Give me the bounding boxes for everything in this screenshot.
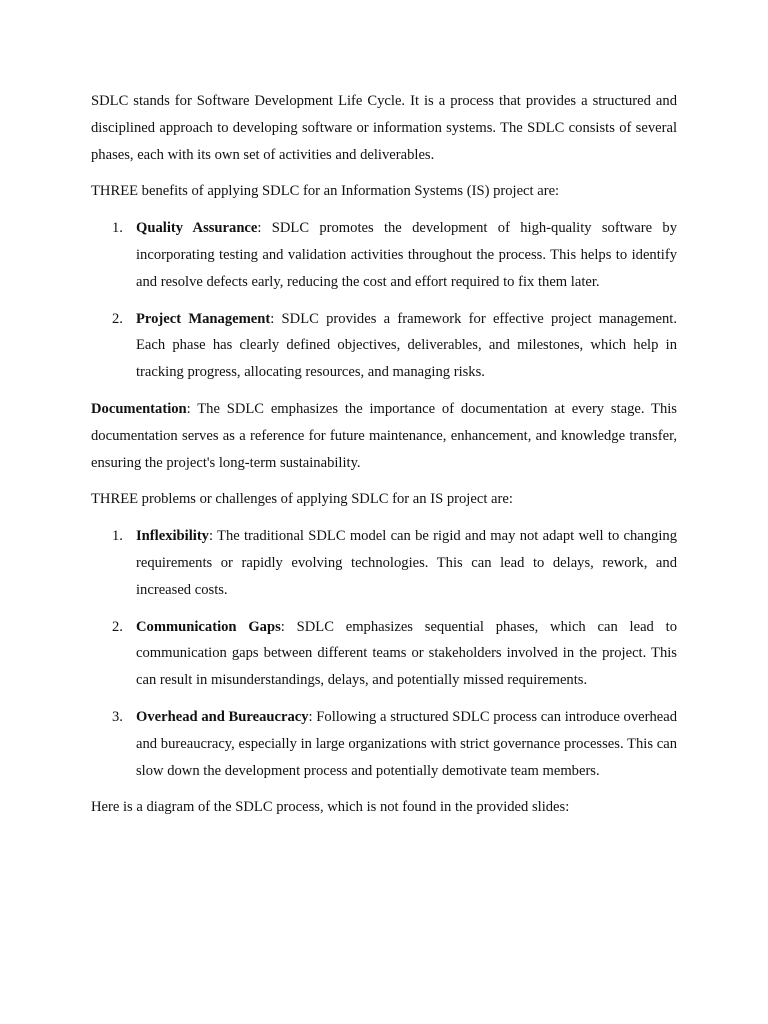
- list-item: [91, 306, 677, 386]
- list-number: 3.: [112, 708, 123, 725]
- list-number: 1.: [112, 220, 123, 237]
- problems-list: [91, 523, 677, 784]
- list-item-term: Inflexibility: [136, 528, 209, 545]
- benefits-list: [91, 215, 677, 386]
- closing-paragraph: Here is a diagram of the SDLC process, which is not found in the provided slides:: [91, 799, 570, 816]
- list-item-text: : SDLC promotes the development of high-quality software by incorporating testing and validation activities throughout the process. This helps to identify and resolve defects early, reducing the cost and effort required to fix them later.: [136, 220, 677, 290]
- documentation-paragraph: [91, 396, 677, 476]
- list-item: [91, 704, 677, 784]
- list-item-term: Project Management: [136, 310, 271, 327]
- list-number: 1.: [112, 528, 123, 545]
- list-item-text: : Following a structured SDLC process can introduce overhead and bureaucracy, especially in large organizations with strict governance processes. This can slow down the development process and potentially demotivate team members.: [136, 708, 678, 779]
- list-item: [91, 614, 677, 694]
- documentation-text: : The SDLC emphasizes the importance of documentation at every stage. This documentation serves as a reference for future maintenance, enhancement, and knowledge transfer, ensuring the project's long-term sustainability.: [91, 400, 677, 471]
- intro-paragraph: SDLC stands for Software Development Life Cycle. It is a process that provides a structured and disciplined approach to developing software or information systems. The SDLC consists of several phases, each with its own set of activities and deliverables.: [91, 93, 677, 163]
- list-number: 2.: [112, 310, 123, 327]
- list-item: [91, 523, 677, 603]
- list-item-term: Quality Assurance: [136, 220, 258, 237]
- list-item: [91, 215, 677, 295]
- list-item-text: : SDLC provides a framework for effective project management. Each phase has clearly defined objectives, deliverables, and milestones, which help in tracking progress, allocating resources, and managing risks.: [136, 310, 677, 381]
- list-item-text: : The traditional SDLC model can be rigid and may not adapt well to changing requirements or rapidly evolving technologies. This can lead to delays, rework, and increased costs.: [136, 528, 677, 598]
- list-number: 2.: [112, 618, 123, 635]
- problems-heading: THREE problems or challenges of applying SDLC for an IS project are:: [91, 491, 513, 508]
- list-item-term: Communication Gaps: [136, 618, 281, 635]
- benefits-heading: THREE benefits of applying SDLC for an Information Systems (IS) project are:: [91, 183, 560, 200]
- list-item-text: : SDLC emphasizes sequential phases, which can lead to communication gaps between different teams or stakeholders involved in the project. This can result in misunderstandings, delays, and potentially missed requirements.: [136, 618, 677, 689]
- list-item-term: Overhead and Bureaucracy: [136, 708, 309, 725]
- documentation-term: Documentation: [91, 400, 187, 417]
